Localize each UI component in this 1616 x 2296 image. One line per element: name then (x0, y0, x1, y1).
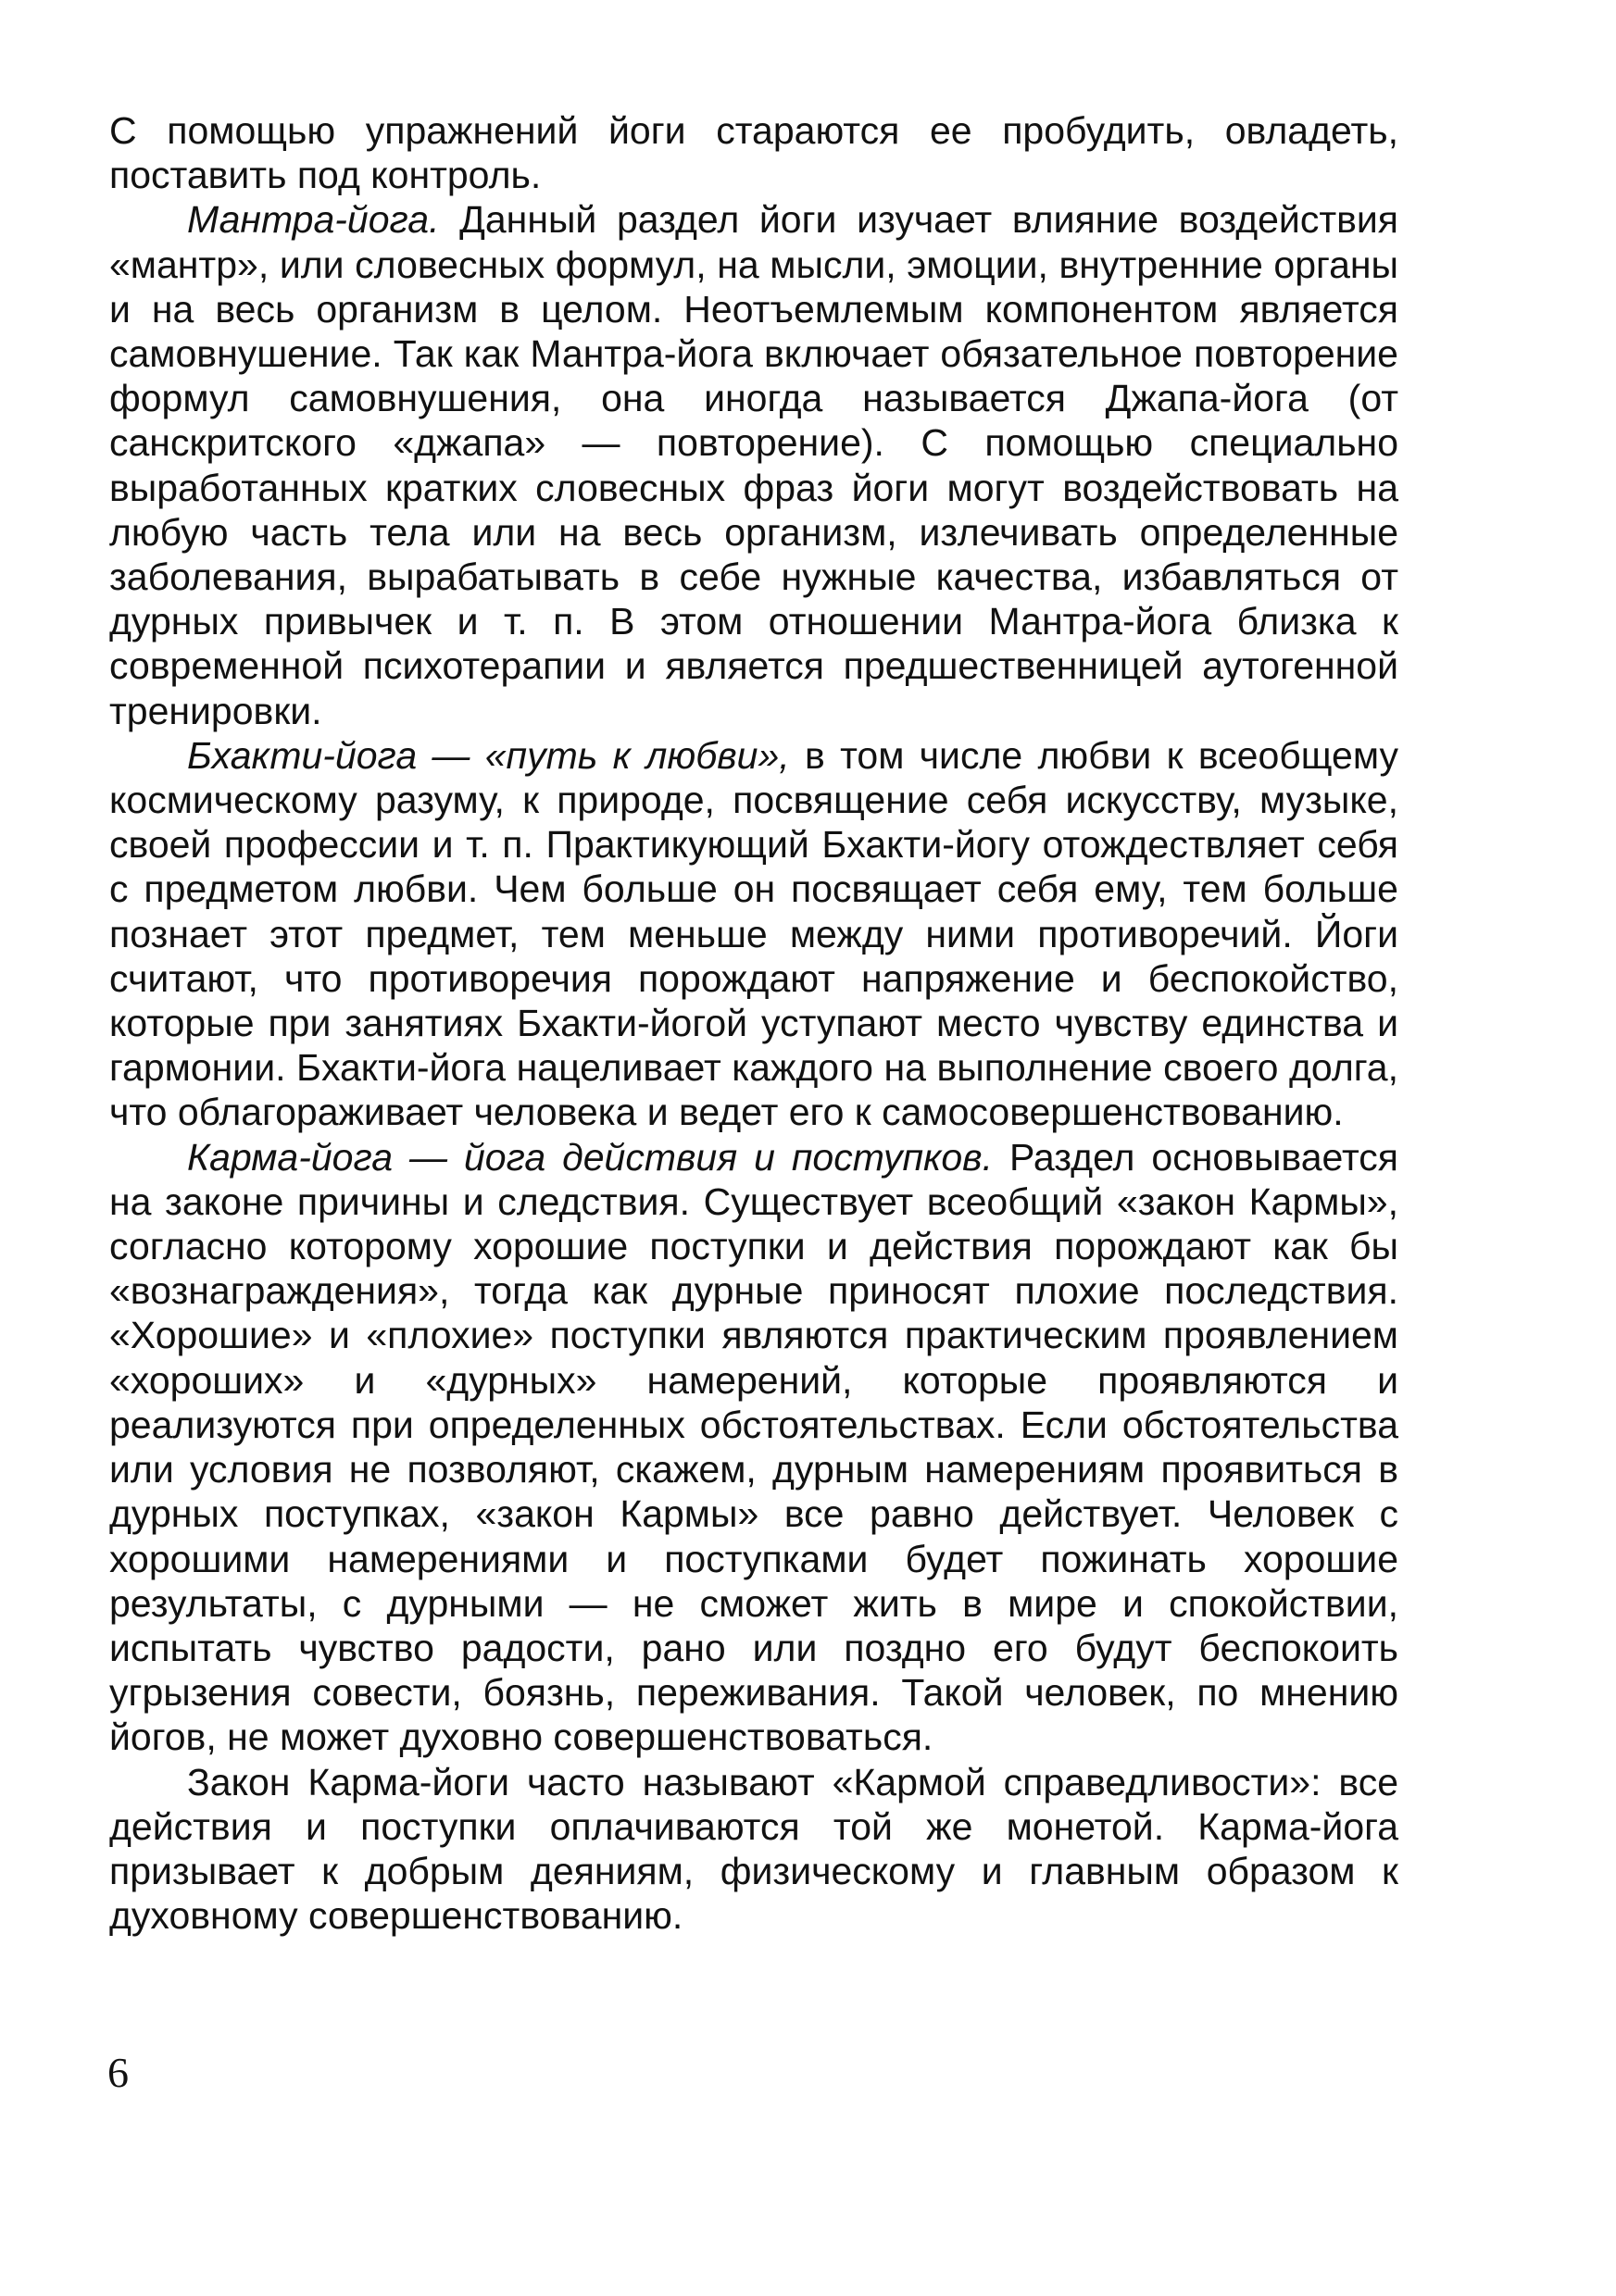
paragraph-text: Раздел основывается на законе причины и следствия. Существует всеобщий «закон Кармы», согласно которому хорошие поступки и действия порождают как бы «вознаграждения», тогда как дурные приносят плохие последствия. «Хорошие» и «плохие» поступки являются практическим проявлением «хороших» и «дурных» намерений, которые проявляются и реализуются при определенных обстоятельствах. Если обстоятельства или условия не позволяют, скажем, дурным намерениям проявиться в дурных поступках, «закон Кармы» все равно действует. Человек с хорошими намерениями и поступками будет пожинать хорошие результаты, с дурными — не сможет жить в мире и спокойствии, испытать чувство радости, рано или поздно его будут беспокоить угрызения совести, боязнь, переживания. Такой человек, по мнению йогов, не может духовно совершенствоваться. (109, 1135, 1399, 1759)
paragraph-lead-mantra-yoga: Мантра-йога. (187, 198, 440, 242)
paragraph-text: в том числе любви к всеобщему космическому разуму, к природе, посвящение себя искусству, музыке, своей профессии и т. п. Практикующий Бхакти-йогу отождествляет себя с предметом любви. Чем больше он посвящает себя ему, тем больше познает этот предмет, тем меньше между ними противоречий. Йоги считают, что противоречия порождают напряжение и беспокойство, которые при занятиях Бхакти-йогой уступают место чувству единства и гармонии. Бхакти-йога нацеливает каждого на выполнение своего долга, что облагораживает человека и ведет его к самосовершенствованию. (109, 733, 1398, 1134)
paragraph-text: Закон Карма-йоги часто называют «Кармой справедливости»: все действия и поступки оплачиваются той же монетой. Карма-йога призывает к добрым деяниям, физическому и главным образом к духовному совершенствованию. (109, 1760, 1398, 1938)
paragraph-karma-law (109, 1760, 1398, 1939)
paragraph-intro-continuation (109, 108, 1398, 197)
paragraph-bhakti-yoga (109, 733, 1398, 1135)
paragraph-mantra-yoga (109, 197, 1398, 732)
paragraph-lead-karma-yoga: Карма-йога — йога действия и поступков. (187, 1135, 993, 1179)
paragraph-lead-bhakti-yoga: Бхакти-йога — «путь к любви», (187, 733, 790, 777)
page-number: 6 (107, 2049, 129, 2096)
paragraph-text: Данный раздел йоги изучает влияние воздействия «мантр», или словесных формул, на мысли, эмоции, внутренние органы и на весь организм в целом. Неотъемлемым компонентом является самовнушение. Так как Мантра-йога включает обязательное повторение формул самовнушения, она иногда называется Джапа-йога (от санскритского «джапа» — повторение). С помощью специально выработанных кратких словесных фраз йоги могут воздействовать на любую часть тела или на весь организм, излечивать определенные заболевания, вырабатывать в себе нужные качества, избавляться от дурных привычек и т. п. В этом отношении Мантра-йога близка к современной психотерапии и является предшественницей аутогенной тренировки. (109, 198, 1398, 732)
paragraph-text: С помощью упражнений йоги стараются ее пробудить, овладеть, поставить под контроль. (109, 109, 1398, 197)
body-text (109, 108, 1398, 1938)
paragraph-karma-yoga (109, 1135, 1398, 1760)
